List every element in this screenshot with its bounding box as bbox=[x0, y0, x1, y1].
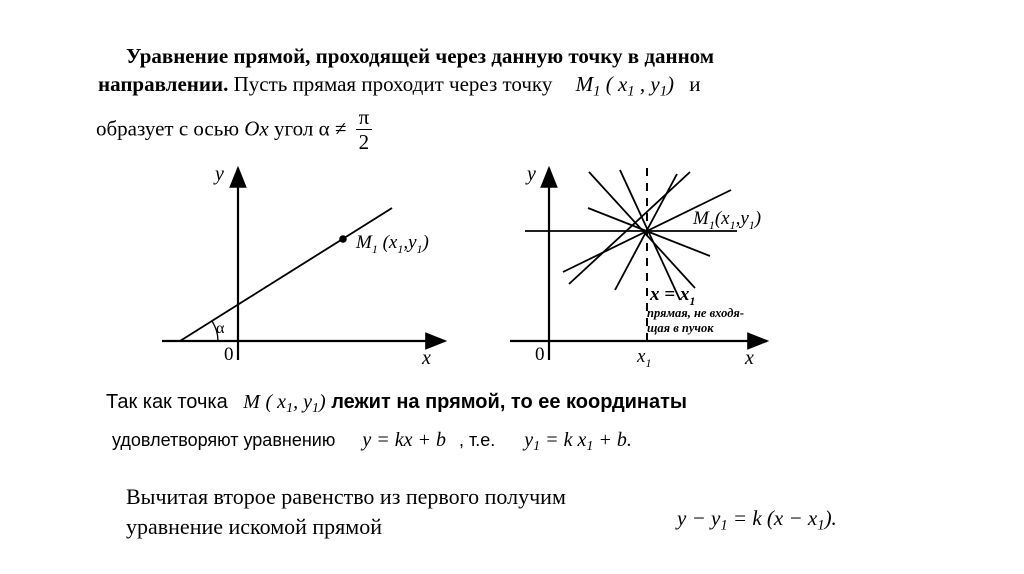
note-line-1: прямая, не входя- bbox=[647, 306, 745, 320]
line-equation: y = kx + b bbox=[362, 429, 446, 451]
angle-label: α bbox=[216, 320, 225, 337]
heading-intro-text: Пусть прямая проходит через точку bbox=[233, 72, 553, 96]
point-m1-label: $M_1$ $(x_1,y_1)$ bbox=[356, 232, 429, 256]
figure-right bbox=[505, 160, 795, 370]
origin-label: 0 bbox=[535, 344, 545, 365]
paragraph2-line2 bbox=[112, 429, 632, 455]
axis-name: Ox bbox=[244, 116, 269, 141]
point-coords: ( $x_1$, $y_1$) bbox=[265, 391, 326, 417]
origin-label: 0 bbox=[224, 344, 234, 365]
paragraph2-line1 bbox=[106, 391, 687, 417]
note-line-2: щая в пучок bbox=[647, 321, 714, 335]
text-segment-bold: лежит на прямой, то ее координаты bbox=[331, 391, 688, 413]
x-axis-label: x bbox=[745, 347, 754, 369]
x-axis-label: x bbox=[422, 347, 431, 369]
point-m: M bbox=[243, 391, 260, 413]
point-m1 bbox=[339, 235, 347, 243]
point-m-label: $M_1$ bbox=[575, 72, 601, 100]
paragraph3-line1: Вычитая второе равенство из первого получим bbox=[126, 484, 566, 509]
point-coords: ( $x_1$ , $y_1$) bbox=[605, 72, 675, 100]
heading-title: Уравнение прямой, проходящей через данную точку в данном bbox=[126, 44, 715, 68]
te-word: , т.е. bbox=[459, 430, 496, 450]
angle-word: угол bbox=[274, 116, 314, 141]
alpha-neq: α ≠ bbox=[318, 116, 347, 141]
pencil-line-4 bbox=[589, 172, 695, 288]
sloped-line bbox=[180, 208, 392, 341]
and-word: и bbox=[689, 72, 701, 96]
x1-tick-label: $x_1$ bbox=[637, 346, 652, 370]
point-equation: $y_1 = k$ $x_1 + b$. bbox=[524, 429, 632, 455]
y-axis-label: y bbox=[527, 163, 536, 185]
heading-line3 bbox=[96, 106, 372, 155]
pi-over-two-fraction bbox=[356, 106, 373, 155]
heading-title-cont: направлении. bbox=[98, 72, 229, 96]
y-axis-label: y bbox=[215, 163, 224, 185]
figure-left bbox=[160, 160, 460, 370]
point-m1-label: $M_1(x_1,y_1)$ bbox=[693, 208, 762, 232]
fraction-denominator: 2 bbox=[358, 130, 370, 155]
paragraph3-line2: уравнение искомой прямой bbox=[126, 514, 382, 539]
heading-line2 bbox=[98, 72, 701, 100]
vertical-line-equation: $x = x_1$ bbox=[650, 284, 696, 308]
text-segment: удовлетворяют уравнению bbox=[112, 430, 336, 450]
fraction-numerator: π bbox=[356, 106, 373, 130]
text-segment: Так как точка bbox=[106, 391, 228, 413]
line2-text: образует с осью bbox=[96, 116, 240, 141]
result-formula: $y - y_1 = k$ $(x - x_1)$. bbox=[677, 506, 837, 534]
